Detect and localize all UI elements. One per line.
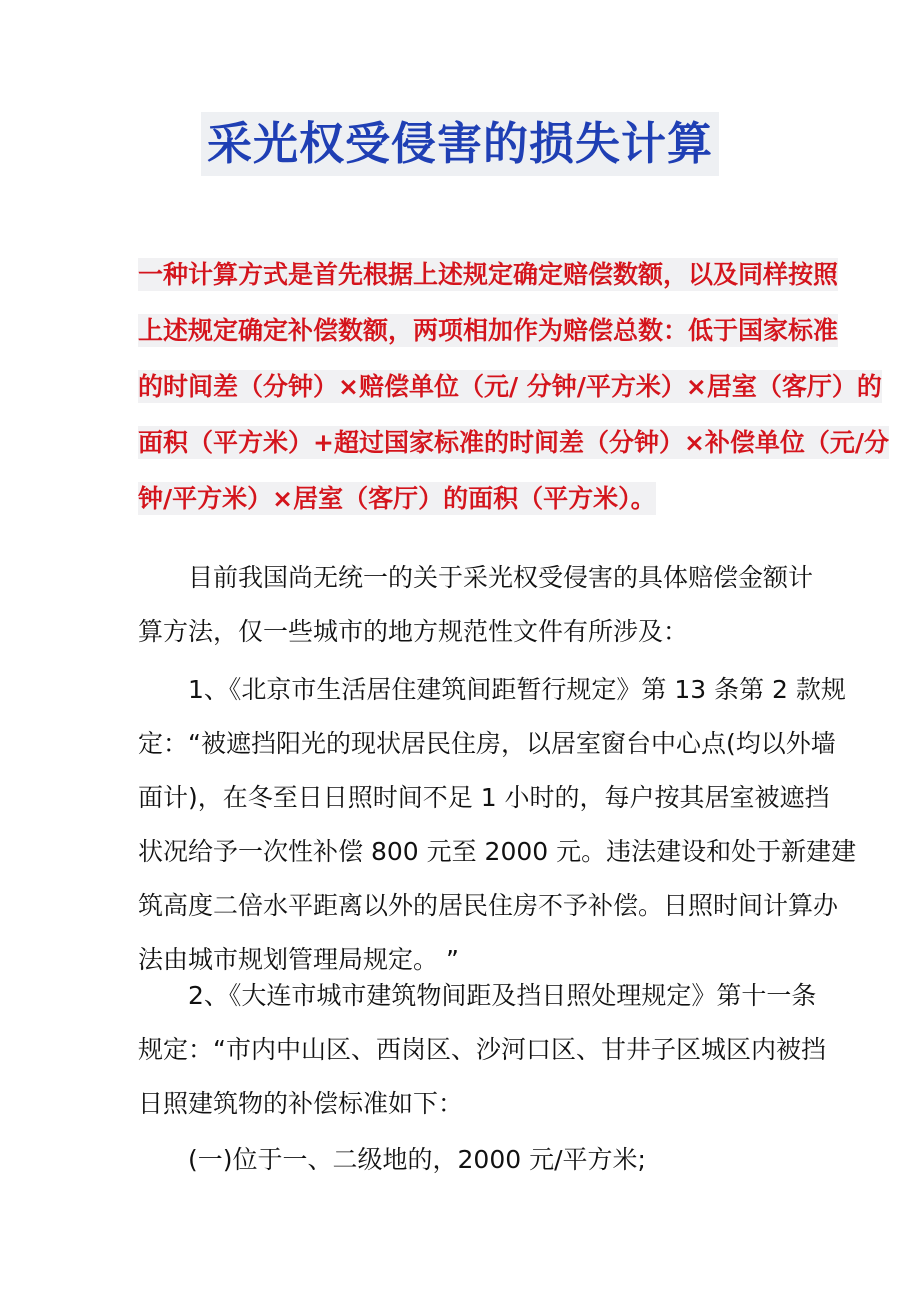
text-line: 算方法，仅一些城市的地方规范性文件有所涉及： [138, 617, 689, 646]
highlight-line: 上述规定确定补偿数额，两项相加作为赔偿总数：低于国家标准 [138, 316, 839, 345]
text-line: 定：“被遮挡阳光的现状居民住房，以居室窗台中心点(均以外墙 [138, 729, 836, 758]
page-title [0, 112, 920, 176]
text-line: 1、《北京市生活居住建筑间距暂行规定》第 13 条第 2 款规 [188, 675, 846, 704]
highlight-line: 面积（平方米）+超过国家标准的时间差（分钟）×补偿单位（元/分 [138, 428, 890, 457]
intro-paragraph [138, 558, 814, 666]
text-line: 目前我国尚无统一的关于采光权受侵害的具体赔偿金额计 [188, 563, 814, 592]
highlight-line: 钟/平方米）×居室（客厅）的面积（平方米）。 [138, 484, 656, 513]
text-line: 日照建筑物的补偿标准如下： [138, 1089, 464, 1118]
text-line: (一)位于一、二级地的，2000 元/平方米; [188, 1145, 646, 1174]
text-line: 2、《大连市城市建筑物间距及挡日照处理规定》第十一条 [188, 981, 817, 1010]
text-line: 状况给予一次性补偿 800 元至 2000 元。违法建设和处于新建建 [138, 837, 857, 866]
page-title-text: 采光权受侵害的损失计算 [201, 112, 719, 176]
highlighted-formula-paragraph [138, 253, 890, 533]
beijing-regulation-paragraph [138, 670, 857, 994]
dalian-regulation-paragraph [138, 976, 826, 1138]
highlight-line: 的时间差（分钟）×赔偿单位（元/ 分钟/平方米）×居室（客厅）的 [138, 372, 882, 401]
text-line: 筑高度二倍水平距离以外的居民住房不予补偿。日照时间计算办 [138, 891, 839, 920]
highlight-line: 一种计算方式是首先根据上述规定确定赔偿数额，以及同样按照 [138, 260, 839, 289]
text-line: 法由城市规划管理局规定。 ” [138, 945, 459, 974]
text-line: 规定：“市内中山区、西岗区、沙河口区、甘井子区城区内被挡 [138, 1035, 826, 1064]
text-line: 面计)，在冬至日日照时间不足 1 小时的，每户按其居室被遮挡 [138, 783, 830, 812]
dalian-subitem-paragraph [138, 1140, 788, 1194]
